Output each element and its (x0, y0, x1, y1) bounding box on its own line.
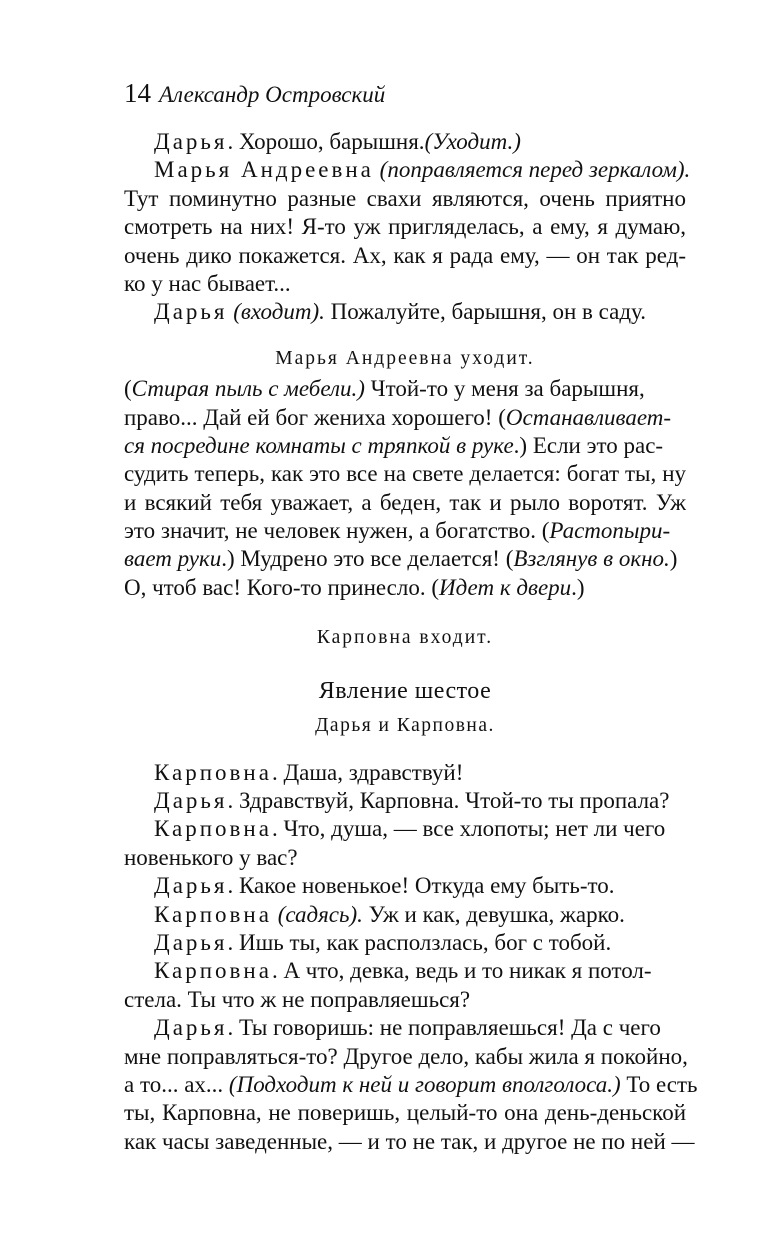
speaker-name: Дарья (154, 1015, 228, 1041)
text-line: это значит, не человек нужен, а богатство. ( Растопыри- (124, 517, 686, 545)
stage-direction: (Подходит к ней и говорит вполголоса.) (228, 1071, 621, 1097)
stage-direction: Стирая пыль с мебели.) (131, 376, 365, 402)
text-line: Дарья . Какое новенькое! Откуда ему быть-то. (124, 872, 686, 900)
stage-direction-centered: Карповна входит. (316, 627, 494, 649)
running-head (124, 78, 686, 110)
stage-direction: (поправляется перед зеркалом). (373, 157, 691, 183)
stage-direction: Взглянув в окно. (513, 546, 670, 572)
speaker-name: Карповна (154, 958, 272, 984)
text-line: право... Дай ей бог жениха хорошего! ( Останавливает- (124, 404, 686, 432)
text-line: Дарья . Хорошо, барышня. (Уходит.) (124, 128, 686, 156)
text-line: стела. Ты что ж не поправляешься? (124, 986, 471, 1012)
text-line: Дарья . Здравствуй, Карповна. Чтой-то ты пропала? (124, 787, 686, 815)
text-line: Дарья (входит). Пожалуйте, барышня, он в саду. (124, 298, 686, 326)
text-line: Карповна . Что, душа, — все хлопоты; нет ли чего (124, 815, 686, 843)
text-line (124, 156, 691, 184)
stage-direction: Идет к двери (439, 574, 572, 600)
stage-direction-centered: Марья Андреевна уходит. (275, 347, 535, 369)
speaker-name: Карповна (154, 759, 272, 785)
text-line: Дарья . Ты говоришь: не поправляешься! Да с чего (124, 1014, 686, 1042)
stage-direction: (Уходит.) (424, 129, 521, 154)
text-line: Карповна (садясь). Уж и как, девушка, жарко. (124, 901, 686, 929)
stage-direction: ся посредине комнаты с тряпкой в руке (124, 432, 514, 458)
scene-title: Явление шестое (318, 677, 492, 704)
text-line: О, чтоб вас! Кого-то принесло. ( Идет к двери .) (124, 574, 686, 602)
text-line: Дарья . Ишь ты, как расползлась, бог с тобой. (124, 929, 686, 957)
text-line: и всякий тебя уважает, а беден, так и рыло воротят. Уж (124, 489, 686, 515)
text-line: очень дико покажется. Ах, как я рада ему, — он так ред- (124, 242, 686, 268)
text-line: Карповна . А что, девка, ведь и то никак я потол- (124, 957, 686, 985)
text-line: Карповна . Даша, здравствуй! (124, 759, 686, 787)
speaker-name: Дарья (154, 129, 228, 154)
speaker-name: Дарья (154, 873, 228, 899)
text-line: вает руки .) Мудрено это все делается! ( Взглянув в окно. ) (124, 545, 686, 573)
text-line: как часы заведенные, — и то не так, и другое не по ней — (124, 1128, 695, 1154)
text-line: судить теперь, как это все на свете делается: богат ты, ну (124, 461, 686, 487)
text-line: смотреть на них! Я-то уж пригляделась, а ему, я думаю, (124, 214, 686, 240)
speaker-name: Дарья (154, 788, 228, 814)
speaker-name: Карповна (154, 901, 272, 927)
stage-direction: вает руки (124, 546, 222, 572)
speaker-name: Дарья (154, 929, 228, 955)
text-line: мне поправляться-то? Другое дело, кабы жила я покойно, (124, 1043, 688, 1069)
page-number: 14 (124, 78, 151, 108)
text-line: ко у нас бывает... (124, 270, 291, 296)
stage-direction: (садясь). (271, 901, 363, 927)
text-line: Тут поминутно разные свахи являются, очень приятно (124, 185, 686, 211)
stage-direction: Растопыри- (549, 518, 671, 544)
book-page (124, 78, 698, 1156)
text-line: новенького у вас? (124, 844, 298, 870)
text-line: а то... ах... (Подходит к ней и говорит вполголоса.) То есть (124, 1071, 686, 1099)
speaker-name: Дарья (154, 299, 228, 325)
stage-direction: (входит). (227, 299, 325, 325)
stage-direction: Останавливает- (505, 404, 672, 430)
text-line: ты, Карповна, не поверишь, целый-то она день-деньской (124, 1100, 686, 1126)
speaker-name: Марья Андреевна (154, 157, 374, 183)
text-line: ( Стирая пыль с мебели.) Чтой-то у меня за барышня, (124, 375, 686, 403)
speaker-name: Карповна (154, 816, 272, 842)
text-line: ся посредине комнаты с тряпкой в руке .) Если это рас- (124, 432, 686, 460)
author-name: Александр Островский (159, 82, 386, 107)
scene-persons: Дарья и Карповна. (315, 714, 495, 736)
